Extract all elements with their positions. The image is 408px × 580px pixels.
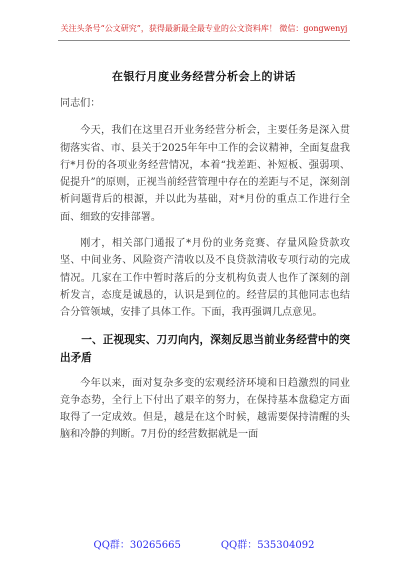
footer-qq-group-2: QQ群：535304092	[220, 540, 315, 551]
section-heading: 一、正视现实、刀刃向内，深刻反思当前业务经营中的突出矛盾	[60, 333, 350, 364]
paragraph-3: 今年以来，面对复杂多变的宏观经济环境和日趋激烈的同业竞争态势，全行上下付出了艰辛的努力，在保持基本盘稳定方面取得了一定成效。但是，越是在这个时候，越需要保持清醒的头脑和冷静的判断。7月份的经营数据就是一面	[60, 377, 350, 441]
footer-qq-group-1: QQ群：30265665	[93, 540, 181, 551]
paragraph-2: 刚才，相关部门通报了*月份的业务竞赛、存量风险贷款攻坚、中间业务、风险资产清收以及不良贷款清收专项行动的完成情况。几家在工作中暂时落后的分支机构负责人也作了深刻的剖析发言，态度是诚恳的，认识是到位的。经营层的其他同志也结合分管领域，安排了具体工作。下面，我再强调几点意见。	[60, 238, 350, 319]
salutation: 同志们：	[60, 98, 101, 109]
header-banner: 关注头条号“公文研究”，获得最新最全最专业的公文资料库！ 微信：gongwenyj	[60, 24, 348, 33]
document-body	[60, 95, 350, 453]
paragraph-1: 今天，我们在这里召开业务经营分析会，主要任务是深入贯彻落实省、市、县关于2025年年中工作的会议精神，全面复盘我行*月份的各项业务经营情况，本着“找差距、补短板、强弱项、促提升”的原则，正视当前经营管理中存在的差距与不足，深刻剖析问题背后的根源，并以此为基础，对*月份的重点工作进行全面、细致的安排部署。	[60, 125, 350, 223]
header-divider	[58, 40, 350, 41]
footer-qq-groups	[0, 536, 408, 551]
document-title: 在银行月度业务经营分析会上的讲话	[112, 70, 296, 83]
